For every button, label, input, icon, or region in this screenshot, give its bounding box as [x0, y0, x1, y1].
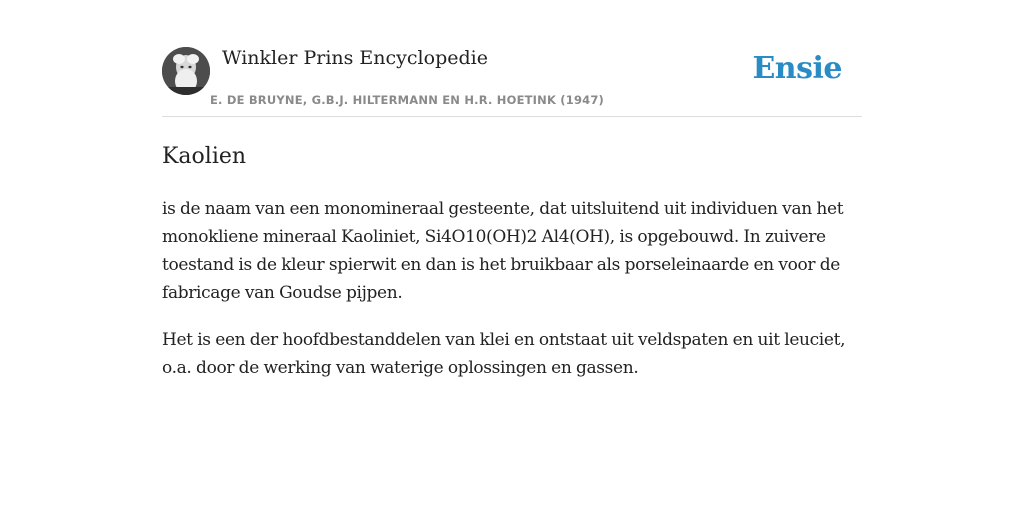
- article-page: [162, 0, 862, 382]
- source-authors: E. DE BRUYNE, G.B.J. HILTERMANN EN H.R. HOETINK (1947): [210, 93, 605, 107]
- article-paragraph: Het is een der hoofdbestanddelen van klei en ontstaat uit veldspaten en uit leuciet, o.a. door de werking van waterige oplossingen en gassen.: [162, 330, 846, 378]
- avatar[interactable]: [162, 47, 210, 95]
- portrait-icon: [162, 47, 210, 95]
- article-paragraph: is de naam van een monomineraal gesteente, dat uitsluitend uit individuen van het monokliene mineraal Kaoliniet, Si4O10(OH)2 Al4(OH), is opgebouwd. In zuivere toestand is de kleur spierwit en dan is het bruikbaar als porseleinaarde en voor de fabricage van Goudse pijpen.: [162, 199, 844, 303]
- source-header: [162, 0, 862, 117]
- source-title[interactable]: Winkler Prins Encyclopedie: [222, 47, 488, 69]
- article-title: Kaolien: [162, 144, 247, 169]
- brand-logo[interactable]: Ensie: [752, 51, 842, 86]
